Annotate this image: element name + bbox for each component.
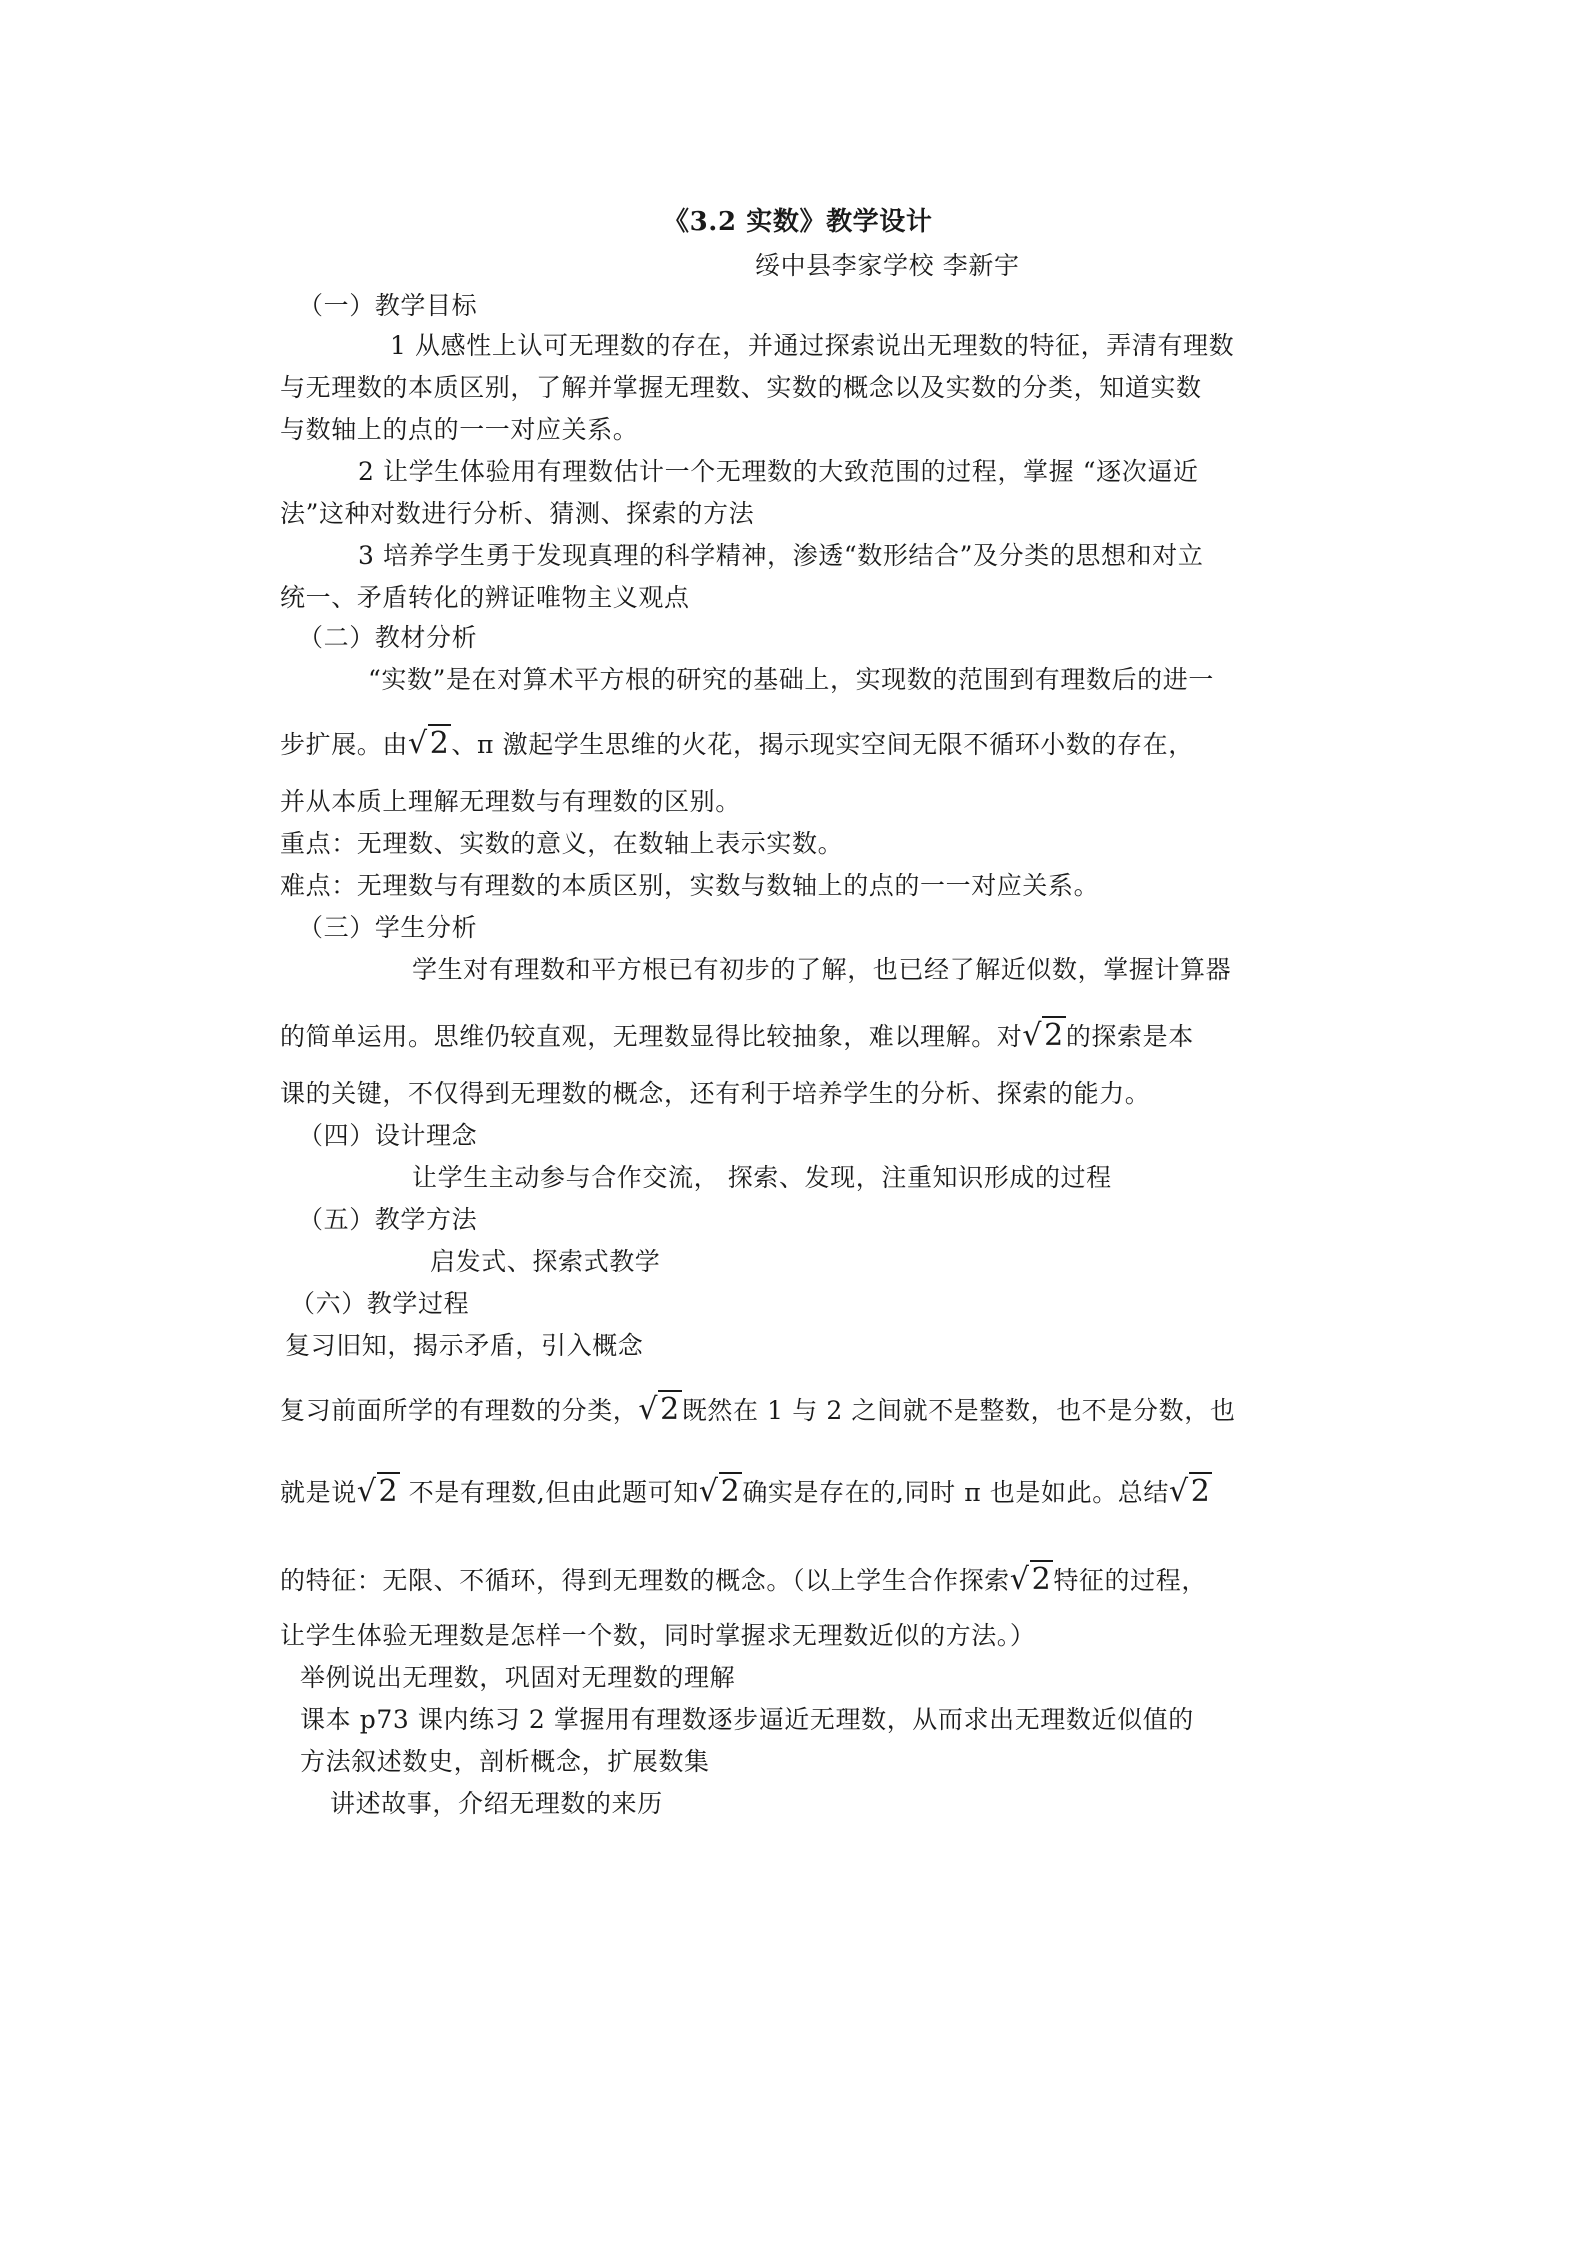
text-line: 与无理数的本质区别，了解并掌握无理数、实数的概念以及实数的分类，知道实数 bbox=[280, 373, 1202, 402]
text-fragment: 的特征：无限、不循环，得到无理数的概念。（以上学生合作探索 bbox=[280, 1566, 1010, 1595]
radical-sign: √ bbox=[1009, 1562, 1030, 1597]
radicand: 2 bbox=[1031, 1562, 1052, 1597]
text-line-with-radical bbox=[280, 1019, 1194, 1054]
section-heading-method: （五）教学方法 bbox=[298, 1205, 478, 1234]
sqrt-two-expression bbox=[699, 1472, 742, 1509]
sqrt-two-expression bbox=[1169, 1472, 1212, 1509]
sqrt-two-expression bbox=[408, 724, 451, 761]
radical-sign: √ bbox=[1169, 1474, 1189, 1509]
radicand: 2 bbox=[429, 726, 450, 761]
text-fragment: 复习前面所学的有理数的分类， bbox=[280, 1396, 639, 1425]
text-fragment: 的简单运用。思维仍较直观，无理数显得比较抽象，难以理解。对 bbox=[280, 1022, 1023, 1051]
text-fragment: 既然在 1 与 2 之间就不是整数，也不是分数，也 bbox=[681, 1396, 1236, 1425]
text-line: 法”这种对数进行分析、猜测、探索的方法 bbox=[280, 499, 755, 528]
text-line: 学生对有理数和平方根已有初步的了解，也已经了解近似数，掌握计算器 bbox=[412, 955, 1232, 984]
section-heading-design: （四）设计理念 bbox=[298, 1121, 478, 1150]
document-title: 《3.2 实数》教学设计 bbox=[663, 207, 933, 237]
radicand: 2 bbox=[378, 1474, 399, 1509]
section-heading-process: （六）教学过程 bbox=[290, 1289, 470, 1318]
text-line: 让学生体验无理数是怎样一个数，同时掌握求无理数近似的方法。） bbox=[280, 1621, 1036, 1650]
section-heading-students: （三）学生分析 bbox=[298, 913, 478, 942]
difficult-point-line: 难点：无理数与有理数的本质区别，实数与数轴上的点的一一对应关系。 bbox=[280, 871, 1100, 900]
radical-sign: √ bbox=[356, 1474, 377, 1509]
text-line: 与数轴上的点的一一对应关系。 bbox=[280, 415, 639, 444]
text-line: 启发式、探索式教学 bbox=[430, 1247, 661, 1276]
text-line: 并从本质上理解无理数与有理数的区别。 bbox=[280, 787, 741, 816]
text-fragment: 步扩展。由 bbox=[280, 730, 409, 759]
section-heading-goals: （一）教学目标 bbox=[298, 291, 478, 320]
radicand: 2 bbox=[1190, 1474, 1211, 1509]
text-fragment: 就是说 bbox=[280, 1478, 357, 1507]
radicand: 2 bbox=[720, 1474, 741, 1509]
radicand: 2 bbox=[1044, 1018, 1064, 1053]
text-line: 课的关键，不仅得到无理数的概念，还有利于培养学生的分析、探索的能力。 bbox=[280, 1079, 1151, 1108]
radical-sign: √ bbox=[698, 1474, 719, 1509]
text-line: 3 培养学生勇于发现真理的科学精神，渗透“数形结合”及分类的思想和对立 bbox=[358, 541, 1204, 570]
text-fragment: 的探索是本 bbox=[1065, 1022, 1194, 1051]
text-line-with-radical bbox=[280, 727, 1194, 762]
sqrt-two-expression bbox=[1010, 1560, 1053, 1597]
sqrt-two-expression bbox=[357, 1472, 400, 1509]
text-line: 2 让学生体验用有理数估计一个无理数的大致范围的过程，掌握 “逐次逼近 bbox=[358, 457, 1199, 486]
text-line-with-radical bbox=[280, 1393, 1235, 1428]
text-fragment: 特征的过程， bbox=[1053, 1566, 1207, 1595]
text-fragment: 不是有理数,但由此题可知 bbox=[400, 1478, 699, 1507]
text-line-with-radical bbox=[280, 1563, 1207, 1598]
author-line: 绥中县李家学校 李新宇 bbox=[755, 251, 1020, 280]
text-line: 1 从感性上认可无理数的存在，并通过探索说出无理数的特征，弄清有理数 bbox=[390, 331, 1235, 360]
sqrt-two-expression bbox=[638, 1390, 681, 1427]
section-heading-material: （二）教材分析 bbox=[298, 623, 478, 652]
radical-sign: √ bbox=[408, 726, 428, 761]
text-line: 复习旧知，揭示矛盾，引入概念 bbox=[285, 1331, 644, 1360]
text-line: 讲述故事，介绍无理数的来历 bbox=[330, 1789, 663, 1818]
text-line: “实数”是在对算术平方根的研究的基础上，实现数的范围到有理数后的进一 bbox=[368, 665, 1214, 694]
text-line: 方法叙述数史，剖析概念，扩展数集 bbox=[300, 1747, 710, 1776]
radical-sign: √ bbox=[1022, 1018, 1043, 1053]
text-fragment: 确实是存在的,同时 π 也是如此。总结 bbox=[742, 1478, 1170, 1507]
radical-sign: √ bbox=[638, 1392, 659, 1427]
text-line: 课本 p73 课内练习 2 掌握用有理数逐步逼近无理数，从而求出无理数近似值的 bbox=[300, 1705, 1194, 1734]
key-point-line: 重点：无理数、实数的意义，在数轴上表示实数。 bbox=[280, 829, 844, 858]
sqrt-two-expression bbox=[1022, 1016, 1065, 1053]
text-line: 让学生主动参与合作交流， 探索、发现，注重知识形成的过程 bbox=[412, 1163, 1112, 1192]
text-line-with-radical bbox=[280, 1475, 1212, 1510]
radicand: 2 bbox=[660, 1392, 680, 1427]
text-fragment: 、π 激起学生思维的火花，揭示现实空间无限不循环小数的存在， bbox=[451, 730, 1194, 759]
text-line: 统一、矛盾转化的辨证唯物主义观点 bbox=[280, 583, 690, 612]
text-line: 举例说出无理数，巩固对无理数的理解 bbox=[300, 1663, 736, 1692]
